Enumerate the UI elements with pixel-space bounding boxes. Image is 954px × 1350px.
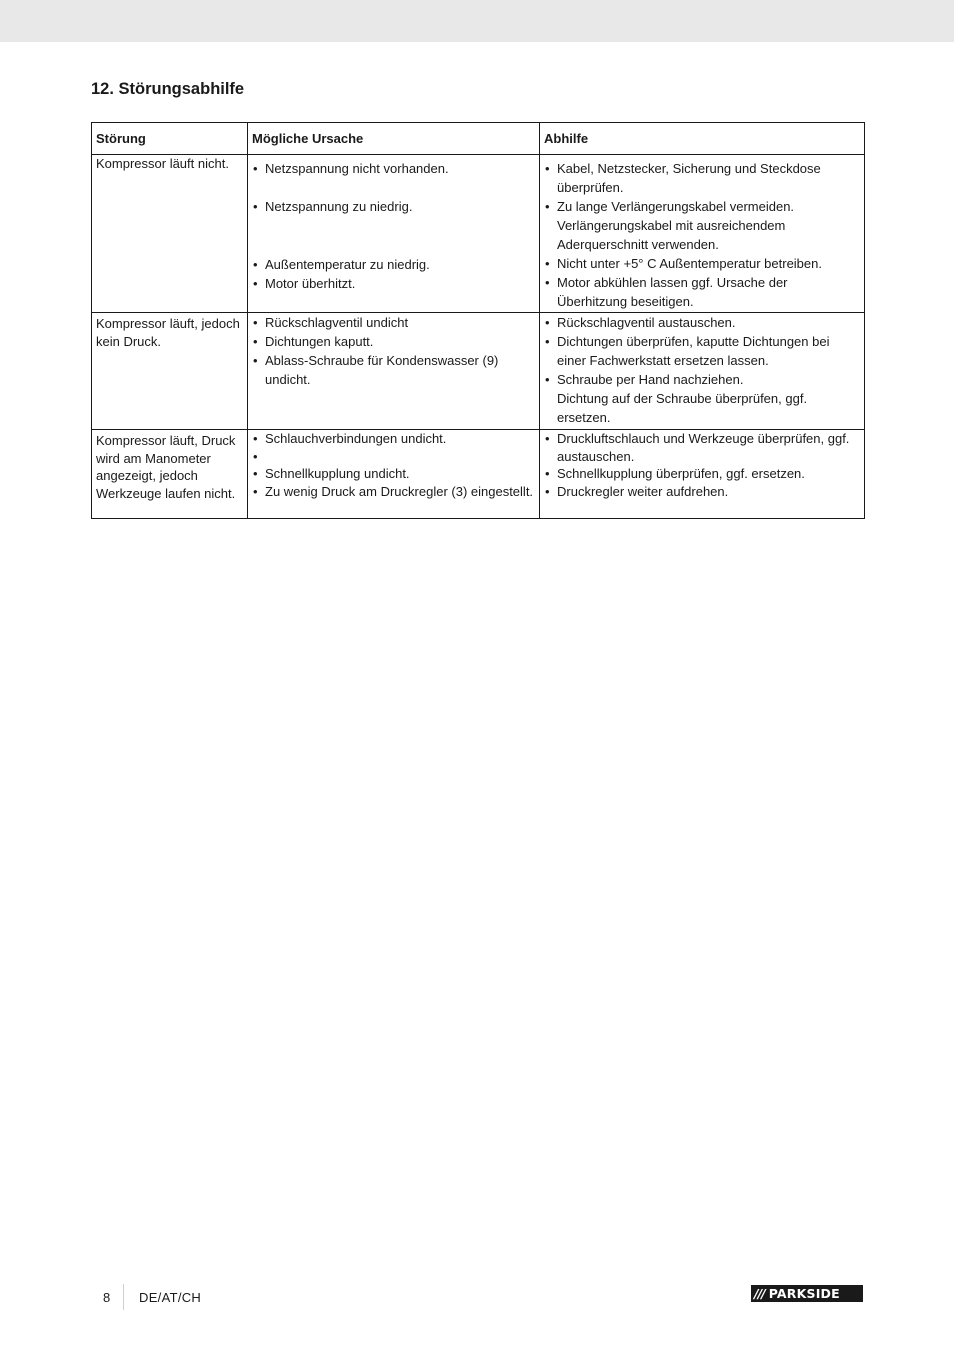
header-remedy: Abhilfe bbox=[540, 123, 865, 155]
cause-item bbox=[252, 448, 535, 466]
remedy-cell bbox=[540, 155, 865, 313]
section-title: 12. Störungsabhilfe bbox=[91, 80, 245, 98]
cause-cell bbox=[248, 430, 540, 519]
cause-item: • Dichtungen kaputt. bbox=[252, 332, 535, 351]
cause-item: • Schlauchverbindungen undicht. bbox=[252, 430, 535, 448]
fault-cell: Kompressor läuft nicht. bbox=[92, 155, 248, 313]
remedy-item: • Dichtungen überprüfen, kaputte Dichtungen bei einer Fachwerkstatt ersetzen lassen. bbox=[544, 332, 860, 370]
fault-cell: Kompressor läuft, Druck wird am Manometer angezeigt, jedoch Werkzeuge laufen nicht. bbox=[92, 430, 248, 519]
table-row bbox=[92, 155, 865, 313]
remedy-item: • Rückschlagventil austauschen. bbox=[544, 313, 860, 332]
header-fault: Störung bbox=[92, 123, 248, 155]
remedy-item: • Schnellkupplung überprüfen, ggf. ersetzen. bbox=[544, 465, 860, 483]
region-label: DE/AT/CH bbox=[139, 1290, 202, 1305]
remedy-item: • Nicht unter +5° C Außentemperatur betreiben. bbox=[544, 254, 860, 273]
header-cause: Mögliche Ursache bbox=[248, 123, 540, 155]
remedy-cell bbox=[540, 313, 865, 430]
cause-item: • Zu wenig Druck am Druckregler (3) eingestellt. bbox=[252, 483, 535, 501]
logo-slashes: /// bbox=[754, 1286, 765, 1301]
table-row bbox=[92, 313, 865, 430]
cause-item: • Netzspannung nicht vorhanden. bbox=[252, 159, 535, 178]
remedy-item: Dichtung auf der Schraube überprüfen, ggf. ersetzen. bbox=[557, 391, 808, 425]
cause-item: • Motor überhitzt. bbox=[252, 274, 535, 293]
remedy-item: • Druckluftschlauch und Werkzeuge überprüfen, ggf. austauschen. bbox=[544, 430, 860, 465]
remedy-item: • Druckregler weiter aufdrehen. bbox=[544, 483, 860, 501]
table-header-row bbox=[92, 123, 865, 155]
remedy-item: • Kabel, Netzstecker, Sicherung und Steckdose überprüfen. bbox=[544, 159, 860, 197]
fault-cell: Kompressor läuft, jedoch kein Druck. bbox=[92, 313, 248, 430]
cause-item: • Rückschlagventil undicht bbox=[252, 313, 535, 332]
page-number: 8 bbox=[103, 1290, 111, 1305]
cause-item: • Ablass-Schraube für Kondenswasser (9) undicht. bbox=[252, 351, 535, 389]
cause-cell bbox=[248, 155, 540, 313]
cause-item: • Außentemperatur zu niedrig. bbox=[252, 255, 535, 274]
troubleshooting-table bbox=[91, 122, 865, 519]
table-row bbox=[92, 430, 865, 519]
remedy-cell bbox=[540, 430, 865, 519]
top-bar bbox=[0, 0, 954, 42]
cause-item: • Netzspannung zu niedrig. bbox=[252, 197, 535, 216]
cause-item: • Schnellkupplung undicht. bbox=[252, 465, 535, 483]
logo-brand: PARKSIDE bbox=[768, 1286, 840, 1301]
cause-cell bbox=[248, 313, 540, 430]
remedy-item: • Schraube per Hand nachziehen. bbox=[544, 370, 860, 389]
footer-divider bbox=[123, 1284, 124, 1310]
parkside-logo bbox=[751, 1285, 863, 1302]
remedy-item: • Motor abkühlen lassen ggf. Ursache der Überhitzung beseitigen. bbox=[544, 273, 860, 311]
remedy-item: • Zu lange Verlängerungskabel vermeiden. Verlängerungskabel mit ausreichendem Aderquerschnitt verwenden. bbox=[544, 197, 860, 254]
